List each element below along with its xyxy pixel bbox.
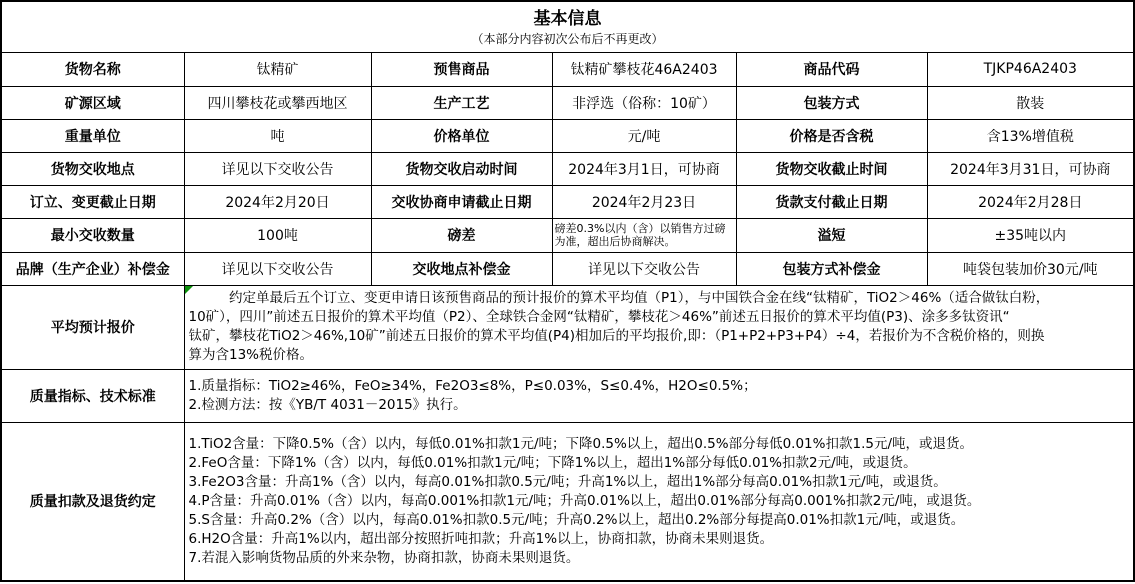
text-line: 7.若混入影响货物品质的外来杂物，协商扣款，协商未果则退货。 — [188, 549, 580, 566]
field-label: 价格单位 — [371, 119, 552, 152]
field-value: 2024年3月31日，可协商 — [927, 152, 1134, 185]
field-label: 磅差 — [371, 219, 552, 252]
field-label: 包装方式 — [736, 86, 927, 119]
field-value: ±35吨以内 — [927, 219, 1134, 252]
table-row — [1, 152, 1134, 185]
field-value: 钛精矿攀枝花46A2403 — [552, 53, 736, 86]
table-row-quality-standard — [1, 369, 1134, 422]
field-label: 质量扣款及退货约定 — [1, 422, 184, 581]
field-value: 2024年3月1日，可协商 — [552, 152, 736, 185]
text-line: 钛矿，攀枝花TiO2＞46%,10矿”前述五日报价的算术平均值(P4)相加后的平均报价,即：（P1+P2+P3+P4）÷4，若报价为不含税价格的，则换 — [188, 328, 1045, 345]
field-label: 货物交收截止时间 — [736, 152, 927, 185]
field-label: 价格是否含税 — [736, 119, 927, 152]
table-row-average-quote — [1, 285, 1134, 369]
field-value: 钛精矿 — [184, 53, 371, 86]
field-value: 散装 — [927, 86, 1134, 119]
text-line: 2.检测方法：按《YB/T 4031－2015》执行。 — [188, 396, 467, 413]
table-row-deduction-terms — [1, 422, 1134, 581]
text-line: 4.P含量：升高0.01%（含）以内，每高0.001%扣款1元/吨；升高0.01%以上，超出0.01%部分每高0.001%扣款2元/吨，或退货。 — [188, 492, 981, 509]
quality-standard-cell — [184, 369, 1134, 422]
field-label: 重量单位 — [1, 119, 184, 152]
field-label: 品牌（生产企业）补偿金 — [1, 252, 184, 285]
table-row — [1, 219, 1134, 252]
field-value: 2024年2月20日 — [184, 186, 371, 219]
field-value: 详见以下交收公告 — [552, 252, 736, 285]
field-value: 含13%增值税 — [927, 119, 1134, 152]
field-value: 四川攀枝花或攀西地区 — [184, 86, 371, 119]
text-line: 10矿），四川”前述五日报价的算术平均值（P2）、全球铁合金网“钛精矿，攀枝花＞46%”前述五日报价的算术平均值(P3)、涂多多钛资讯“ — [188, 309, 1010, 326]
text-line: 3.Fe2O3含量：升高1%（含）以内，每高0.01%扣款0.5元/吨；升高1%以上，超出1%部分每高0.01%扣款1元/吨，或退货。 — [188, 473, 947, 490]
field-label: 质量指标、技术标准 — [1, 369, 184, 422]
field-value: 非浮选（俗称：10矿） — [552, 86, 736, 119]
title-row — [1, 1, 1134, 53]
text-line: 约定单最后五个订立、变更申请日该预售商品的预计报价的算术平均值（P1），与中国铁合金在线“钛精矿，TiO2＞46%（适合做钛白粉， — [188, 290, 1050, 307]
field-label: 溢短 — [736, 219, 927, 252]
page-title: 基本信息 — [533, 8, 602, 29]
field-value: 2024年2月23日 — [552, 186, 736, 219]
title-cell — [1, 1, 1134, 53]
field-label: 矿源区域 — [1, 86, 184, 119]
cell-comment-flag-icon — [185, 286, 193, 294]
field-value: TJKP46A2403 — [927, 53, 1134, 86]
text-line: 1.质量指标：TiO2≥46%，FeO≥34%，Fe2O3≤8%，P≤0.03%，S≤0.4%，H2O≤0.5%； — [188, 377, 757, 394]
field-value: 吨袋包装加价30元/吨 — [927, 252, 1134, 285]
table-row — [1, 86, 1134, 119]
field-label: 平均预计报价 — [1, 285, 184, 369]
field-label: 货物交收启动时间 — [371, 152, 552, 185]
table-row — [1, 252, 1134, 285]
field-value: 磅差0.3%以内（含）以销售方过磅为准，超出后协商解决。 — [552, 219, 736, 252]
field-label: 最小交收数量 — [1, 219, 184, 252]
page-subtitle: （本部分内容初次公布后不再更改） — [471, 31, 664, 46]
field-label: 货物交收地点 — [1, 152, 184, 185]
field-value: 详见以下交收公告 — [184, 152, 371, 185]
table-row — [1, 119, 1134, 152]
field-label: 交收协商申请截止日期 — [371, 186, 552, 219]
field-label: 包装方式补偿金 — [736, 252, 927, 285]
deduction-terms-cell — [184, 422, 1134, 581]
field-value: 元/吨 — [552, 119, 736, 152]
field-value: 详见以下交收公告 — [184, 252, 371, 285]
field-label: 生产工艺 — [371, 86, 552, 119]
field-value: 2024年2月28日 — [927, 186, 1134, 219]
field-label: 预售商品 — [371, 53, 552, 86]
field-value: 吨 — [184, 119, 371, 152]
table-row — [1, 186, 1134, 219]
text-line: 1.TiO2含量：下降0.5%（含）以内，每低0.01%扣款1元/吨；下降0.5%以上，超出0.5%部分每低0.01%扣款1.5元/吨，或退货。 — [188, 435, 973, 452]
field-label: 货款支付截止日期 — [736, 186, 927, 219]
field-label: 交收地点补偿金 — [371, 252, 552, 285]
field-value: 100吨 — [184, 219, 371, 252]
field-label: 订立、变更截止日期 — [1, 186, 184, 219]
field-label: 商品代码 — [736, 53, 927, 86]
text-line: 2.FeO含量：下降1%（含）以内，每低0.01%扣款1元/吨；下降1%以上，超出1%部分每低0.01%扣款2元/吨，或退货。 — [188, 454, 917, 471]
field-label: 货物名称 — [1, 53, 184, 86]
text-line: 5.S含量：升高0.2%（含）以内，每高0.01%扣款0.5元/吨；升高0.2%以上，超出0.2%部分每提高0.01%扣款1元/吨，或退货。 — [188, 511, 965, 528]
text-line: 算为含13%税价格。 — [188, 347, 314, 364]
table-row — [1, 53, 1134, 86]
text-line: 6.H2O含量：升高1%以内，超出部分按照折吨扣款；升高1%以上，协商扣款，协商未果则退货。 — [188, 530, 774, 547]
avg-quote-cell — [184, 285, 1134, 369]
